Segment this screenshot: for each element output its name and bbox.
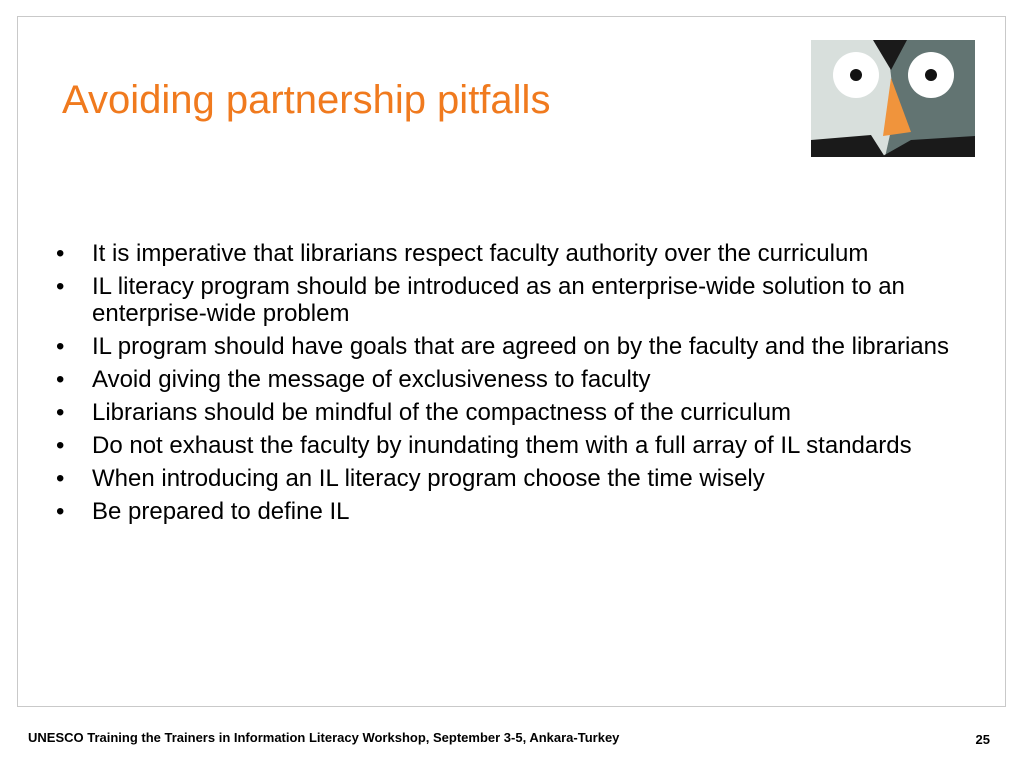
bullet-text: It is imperative that librarians respect faculty authority over the curriculum (92, 240, 869, 267)
bullet-text: When introducing an IL literacy program choose the time wisely (92, 465, 765, 492)
bullet-marker: • (56, 432, 65, 459)
slide-title: Avoiding partnership pitfalls (62, 78, 551, 122)
list-item (56, 465, 956, 492)
list-item (56, 240, 956, 267)
owl-logo-icon (811, 40, 975, 157)
page-number: 25 (975, 732, 990, 747)
bullet-marker: • (56, 366, 65, 393)
bullet-list (56, 240, 956, 531)
bullet-text: IL program should have goals that are agreed on by the faculty and the librarians (92, 333, 949, 360)
bullet-marker: • (56, 333, 65, 360)
list-item (56, 366, 956, 393)
footer-text: UNESCO Training the Trainers in Information Literacy Workshop, September 3-5, Ankara-Turkey (28, 730, 620, 745)
bullet-marker: • (56, 240, 65, 267)
list-item (56, 399, 956, 426)
list-item (56, 333, 956, 360)
bullet-text: IL literacy program should be introduced as an enterprise-wide solution to an enterprise-wide problem (92, 273, 905, 327)
bullet-marker: • (56, 465, 65, 492)
bullet-marker: • (56, 399, 65, 426)
bullet-marker: • (56, 498, 65, 525)
list-item (56, 498, 956, 525)
list-item (56, 432, 956, 459)
bullet-text: Do not exhaust the faculty by inundating them with a full array of IL standards (92, 432, 912, 459)
bullet-text: Avoid giving the message of exclusiveness to faculty (92, 366, 651, 393)
bullet-text: Librarians should be mindful of the compactness of the curriculum (92, 399, 792, 426)
list-item (56, 273, 956, 327)
bullet-marker: • (56, 273, 65, 300)
bullet-text: Be prepared to define IL (92, 498, 350, 525)
